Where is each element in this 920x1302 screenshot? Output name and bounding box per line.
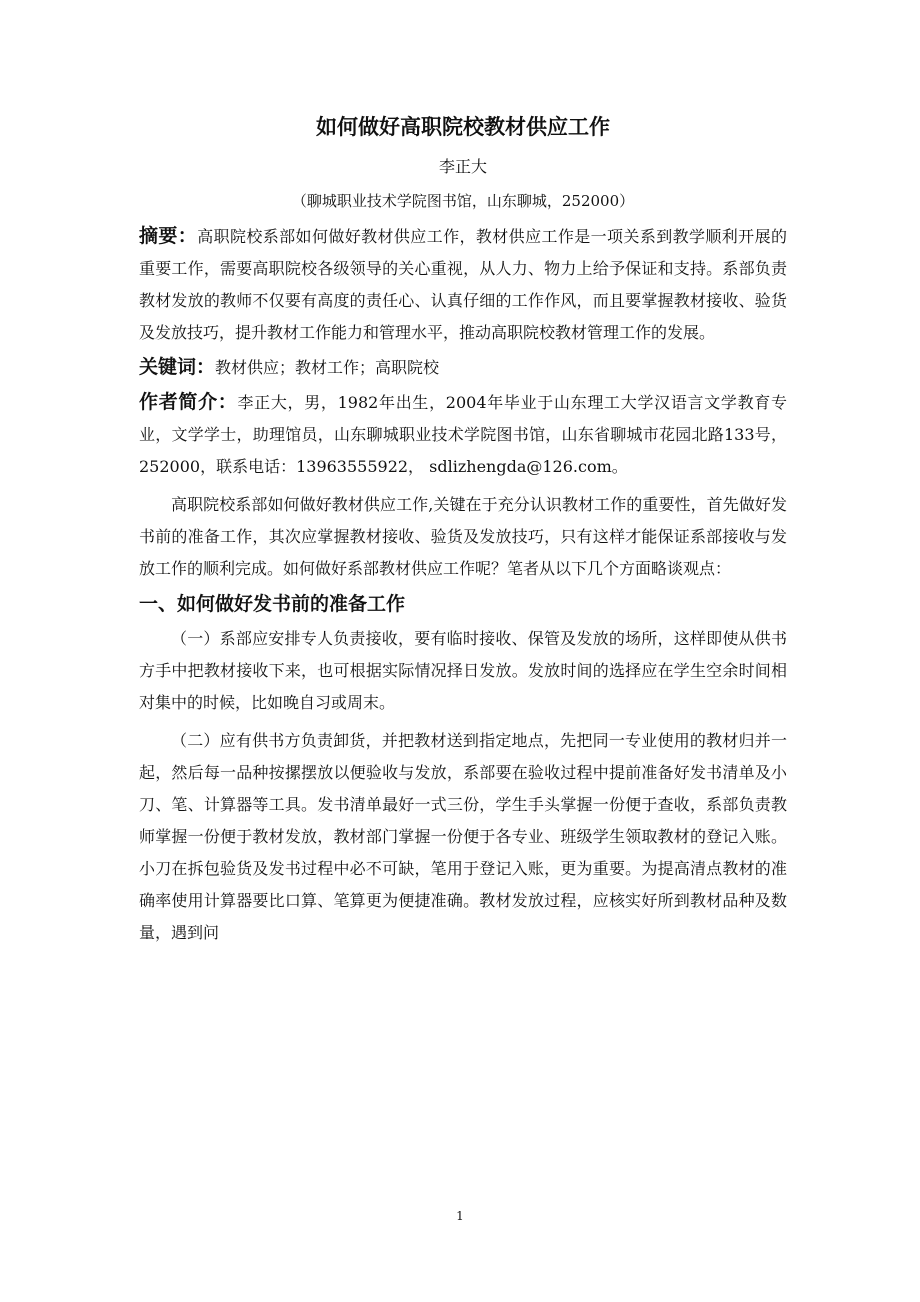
abstract bbox=[139, 220, 787, 349]
section-1-paragraph-2: （二）应有供书方负责卸货，并把教材送到指定地点，先把同一专业使用的教材归并一起，然后每一品种按摞摆放以便验收与发放，系部要在验收过程中提前准备好发书清单及小刀、笔、计算器等工具。发书清单最好一式三份，学生手头掌握一份便于查收，系部负责教师掌握一份便于教材发放，教材部门掌握一份便于各专业、班级学生领取教材的登记入账。小刀在拆包验货及发书过程中必不可缺，笔用于登记入账，更为重要。为提高清点教材的准确率使用计算器要比口算、笔算更为便捷准确。教材发放过程，应核实好所到教材品种及数量，遇到问 bbox=[139, 731, 787, 942]
keywords-label: 关键词： bbox=[139, 356, 216, 378]
intro-paragraph: 高职院校系部如何做好教材供应工作,关键在于充分认识教材工作的重要性，首先做好发书前的准备工作，其次应掌握教材接收、验货及发放技巧，只有这样才能保证系部接收与发放工作的顺利完成。如何做好系部教材供应工作呢？笔者从以下几个方面略谈观点： bbox=[139, 495, 787, 578]
section-1-heading: 一、如何做好发书前的准备工作 bbox=[139, 593, 406, 615]
abstract-label: 摘要： bbox=[139, 225, 198, 247]
author-bio bbox=[139, 386, 787, 483]
paper-page bbox=[139, 112, 787, 949]
author-name: 李正大 bbox=[438, 157, 487, 176]
paper-title: 如何做好高职院校教材供应工作 bbox=[316, 115, 610, 139]
abstract-text: 高职院校系部如何做好教材供应工作，教材供应工作是一项关系到教学顺利开展的重要工作，需要高职院校各级领导的关心重视，从人力、物力上给予保证和支持。系部负责教材发放的教师不仅要有高度的责任心、认真仔细的工作作风，而且要掌握教材接收、验货及发放技巧，提升教材工作能力和管理水平，推动高职院校教材管理工作的发展。 bbox=[139, 227, 787, 342]
bio-label: 作者简介： bbox=[139, 391, 238, 413]
page-number: 1 bbox=[456, 1209, 464, 1223]
author-affiliation: （聊城职业技术学院图书馆，山东聊城，252000） bbox=[291, 192, 635, 210]
keywords bbox=[139, 351, 787, 384]
bio-text: 李正大，男，1982年出生，2004年毕业于山东理工大学汉语言文学教育专业，文学学士，助理馆员，山东聊城职业技术学院图书馆，山东省聊城市花园北路133号，252000，联系电话：13963555922， sdlizhengda@126.com。 bbox=[139, 393, 787, 476]
section-1-paragraph-1: （一）系部应安排专人负责接收，要有临时接收、保管及发放的场所，这样即使从供书方手中把教材接收下来，也可根据实际情况择日发放。发放时间的选择应在学生空余时间相对集中的时候，比如晚自习或周末。 bbox=[139, 629, 787, 712]
keywords-text: 教材供应；教材工作；高职院校 bbox=[215, 358, 440, 377]
